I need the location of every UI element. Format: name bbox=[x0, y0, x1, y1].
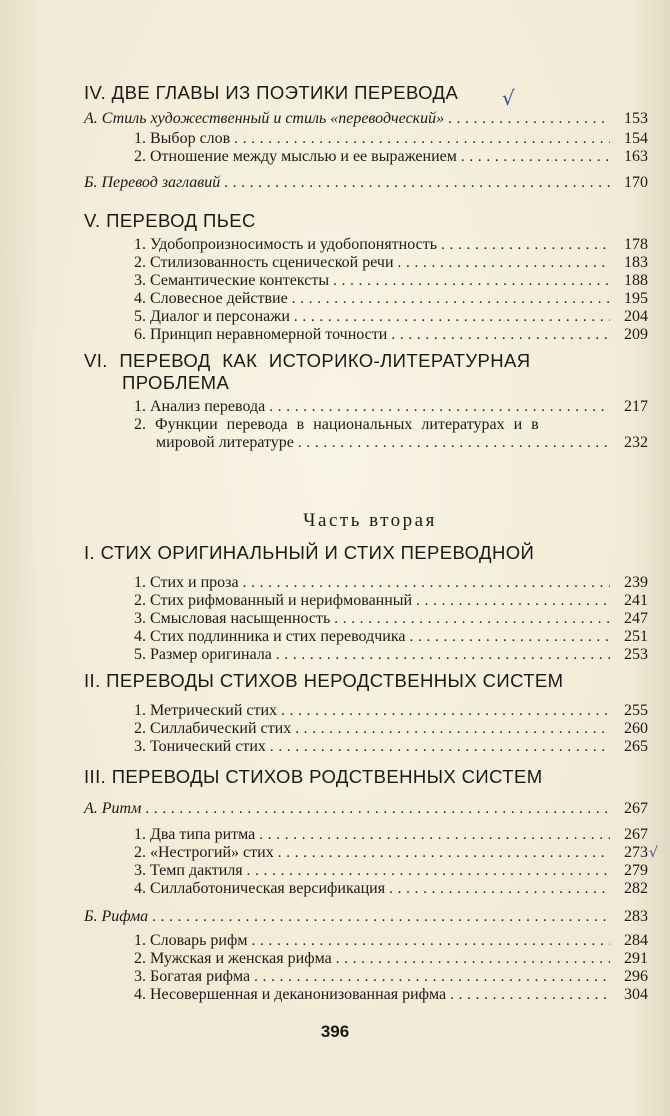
toc-entry bbox=[134, 986, 648, 1004]
toc-page-number: 170 bbox=[624, 174, 648, 191]
toc-page-number: 209 bbox=[624, 326, 648, 343]
toc-page-number: 253 bbox=[624, 646, 648, 663]
dot-leader bbox=[270, 738, 610, 756]
toc-page-number: 273 bbox=[624, 844, 648, 861]
toc-entry-title: 4. Несовершенная и деканонизованная рифма bbox=[134, 986, 447, 1003]
chapter-heading: IV. ДВЕ ГЛАВЫ ИЗ ПОЭТИКИ ПЕРЕВОДА bbox=[84, 82, 459, 103]
toc-entry bbox=[134, 738, 648, 756]
toc-entry bbox=[156, 434, 648, 452]
dot-leader bbox=[145, 800, 610, 818]
toc-page-number: 163 bbox=[624, 148, 648, 165]
toc-page-number: 239 bbox=[624, 574, 648, 591]
pencil-check-icon: √ bbox=[502, 86, 515, 110]
dot-leader bbox=[234, 130, 610, 148]
toc-entry-title: 4. Словесное действие bbox=[134, 290, 288, 307]
toc-entry-title: 2. Функции перевода в национальных литературах и в bbox=[134, 416, 539, 433]
toc-entry bbox=[134, 880, 648, 898]
toc-entry-title: 2. Стилизованность сценической речи bbox=[134, 254, 394, 271]
toc-page-number: 282 bbox=[624, 880, 648, 897]
dot-leader bbox=[336, 950, 610, 968]
toc-entry bbox=[134, 398, 648, 416]
toc-page-number: 283 bbox=[624, 908, 648, 925]
toc-entry-title: 1. Словарь рифм bbox=[134, 932, 248, 949]
dot-leader bbox=[416, 592, 610, 610]
chapter-heading-continued: ПРОБЛЕМА bbox=[122, 372, 230, 393]
toc-page-number: 284 bbox=[624, 932, 648, 949]
toc-page-number: 204 bbox=[624, 308, 648, 325]
toc-page-number: 188 bbox=[624, 272, 648, 289]
toc-entry bbox=[134, 826, 648, 844]
toc-entry bbox=[134, 308, 648, 326]
toc-entry-title: 2. Стих рифмованный и нерифмованный bbox=[134, 592, 413, 609]
dot-leader bbox=[333, 272, 610, 290]
toc-section-title: А. Стиль художественный и стиль «переводческий» bbox=[84, 110, 445, 127]
toc-entry bbox=[134, 702, 648, 720]
dot-leader bbox=[254, 968, 610, 986]
dot-leader bbox=[450, 986, 610, 1004]
dot-leader bbox=[295, 720, 610, 738]
toc-page-number: 178 bbox=[624, 236, 648, 253]
chapter-heading: III. ПЕРЕВОДЫ СТИХОВ РОДСТВЕННЫХ СИСТЕМ bbox=[84, 766, 543, 787]
dot-leader bbox=[334, 610, 610, 628]
toc-entry-title: 4. Стих подлинника и стих переводчика bbox=[134, 628, 406, 645]
dot-leader bbox=[461, 148, 610, 166]
toc-page-number: 217 bbox=[624, 398, 648, 415]
toc-entry bbox=[134, 574, 648, 592]
page-number: 396 bbox=[320, 1022, 350, 1041]
toc-page-number: 304 bbox=[624, 986, 648, 1003]
toc-entry bbox=[134, 254, 648, 272]
dot-leader bbox=[391, 326, 610, 344]
toc-entry bbox=[134, 628, 648, 646]
toc-page-number: 153 bbox=[624, 110, 648, 127]
toc-entry bbox=[134, 610, 648, 628]
dot-leader bbox=[243, 574, 610, 592]
toc-entry bbox=[134, 272, 648, 290]
toc-entry bbox=[134, 646, 648, 664]
dot-leader bbox=[298, 434, 610, 452]
toc-page-number: 183 bbox=[624, 254, 648, 271]
pencil-check-icon: √ bbox=[649, 845, 658, 861]
part-title: Часть вторая bbox=[303, 510, 437, 531]
dot-leader bbox=[278, 844, 610, 862]
dot-leader bbox=[152, 908, 610, 926]
toc-entry-title: 6. Принцип неравномерной точности bbox=[134, 326, 388, 343]
toc-entry bbox=[134, 148, 648, 166]
toc-section-title: Б. Рифма bbox=[84, 908, 149, 925]
toc-entry bbox=[134, 932, 648, 950]
toc-page-number: 247 bbox=[624, 610, 648, 627]
dot-leader bbox=[292, 290, 610, 308]
toc-entry bbox=[134, 326, 648, 344]
toc-entry bbox=[134, 844, 648, 862]
toc-section-title: Б. Перевод заглавий bbox=[84, 174, 221, 191]
toc-page-number: 154 bbox=[624, 130, 648, 147]
toc-page-number: 279 bbox=[624, 862, 648, 879]
toc-entry-title: 2. Силлабический стих bbox=[134, 720, 292, 737]
dot-leader bbox=[389, 880, 610, 898]
toc-page-number: 260 bbox=[624, 720, 648, 737]
dot-leader bbox=[409, 628, 610, 646]
toc-page-number: 255 bbox=[624, 702, 648, 719]
dot-leader bbox=[448, 110, 610, 128]
toc-section bbox=[84, 908, 648, 926]
toc-entry bbox=[134, 968, 648, 986]
toc-entry-title: 4. Силлаботоническая версификация bbox=[134, 880, 386, 897]
toc-entry-title: 1. Два типа ритма bbox=[134, 826, 256, 843]
chapter-heading: VI. ПЕРЕВОД КАК ИСТОРИКО-ЛИТЕРАТУРНАЯ bbox=[84, 350, 531, 371]
toc-entry-title: 5. Диалог и персонажи bbox=[134, 308, 290, 325]
chapter-heading: V. ПЕРЕВОД ПЬЕС bbox=[84, 210, 256, 231]
toc-entry-title: 2. Мужская и женская рифма bbox=[134, 950, 332, 967]
toc-section bbox=[84, 174, 648, 192]
toc-page-number: 251 bbox=[624, 628, 648, 645]
toc-entry bbox=[134, 950, 648, 968]
toc-entry-title: 1. Удобопроизносимость и удобопонятность bbox=[134, 236, 438, 253]
dot-leader bbox=[247, 862, 610, 880]
dot-leader bbox=[259, 826, 610, 844]
toc-entry-title: 1. Стих и проза bbox=[134, 574, 239, 591]
chapter-heading: I. СТИХ ОРИГИНАЛЬНЫЙ И СТИХ ПЕРЕВОДНОЙ bbox=[84, 542, 535, 563]
toc-entry bbox=[134, 720, 648, 738]
toc-entry-title: 1. Выбор слов bbox=[134, 130, 231, 147]
toc-page-number: 267 bbox=[624, 800, 648, 817]
toc-page-number: 195 bbox=[624, 290, 648, 307]
toc-entry-title-continued: мировой литературе bbox=[156, 434, 294, 451]
toc-entry-title: 3. Семантические контексты bbox=[134, 272, 330, 289]
toc-page-number: 267 bbox=[624, 826, 648, 843]
toc-entry-title: 3. Смысловая насыщенность bbox=[134, 610, 331, 627]
toc-entry-title: 3. Тонический стих bbox=[134, 738, 266, 755]
chapter-heading: II. ПЕРЕВОДЫ СТИХОВ НЕРОДСТВЕННЫХ СИСТЕМ bbox=[84, 670, 564, 691]
dot-leader bbox=[441, 236, 610, 254]
toc-page-number: 232 bbox=[624, 434, 648, 451]
toc-section-title: А. Ритм bbox=[84, 800, 142, 817]
dot-leader bbox=[276, 646, 610, 664]
toc-entry-title: 3. Богатая рифма bbox=[134, 968, 251, 985]
dot-leader bbox=[224, 174, 610, 192]
dot-leader bbox=[281, 702, 610, 720]
toc-entry bbox=[134, 130, 648, 148]
toc-entry-title: 2. «Нестрогий» стих bbox=[134, 844, 274, 861]
toc-section bbox=[84, 800, 648, 818]
toc-entry bbox=[134, 290, 648, 308]
toc-entry bbox=[134, 236, 648, 254]
toc-page-number: 265 bbox=[624, 738, 648, 755]
toc-entry-title: 1. Метрический стих bbox=[134, 702, 278, 719]
toc-entry-title: 1. Анализ перевода bbox=[134, 398, 266, 415]
toc-entry-title: 3. Темп дактиля bbox=[134, 862, 243, 879]
toc-entry-title: 5. Размер оригинала bbox=[134, 646, 272, 663]
toc-entry bbox=[134, 862, 648, 880]
toc-page-number: 241 bbox=[624, 592, 648, 609]
toc-page-number: 296 bbox=[624, 968, 648, 985]
toc-section bbox=[84, 110, 648, 128]
toc-entry-title: 2. Отношение между мыслью и ее выражением bbox=[134, 148, 457, 165]
dot-leader bbox=[269, 398, 610, 416]
toc-entry bbox=[134, 592, 648, 610]
dot-leader bbox=[251, 932, 610, 950]
toc-page-number: 291 bbox=[624, 950, 648, 967]
dot-leader bbox=[398, 254, 610, 272]
dot-leader bbox=[294, 308, 610, 326]
